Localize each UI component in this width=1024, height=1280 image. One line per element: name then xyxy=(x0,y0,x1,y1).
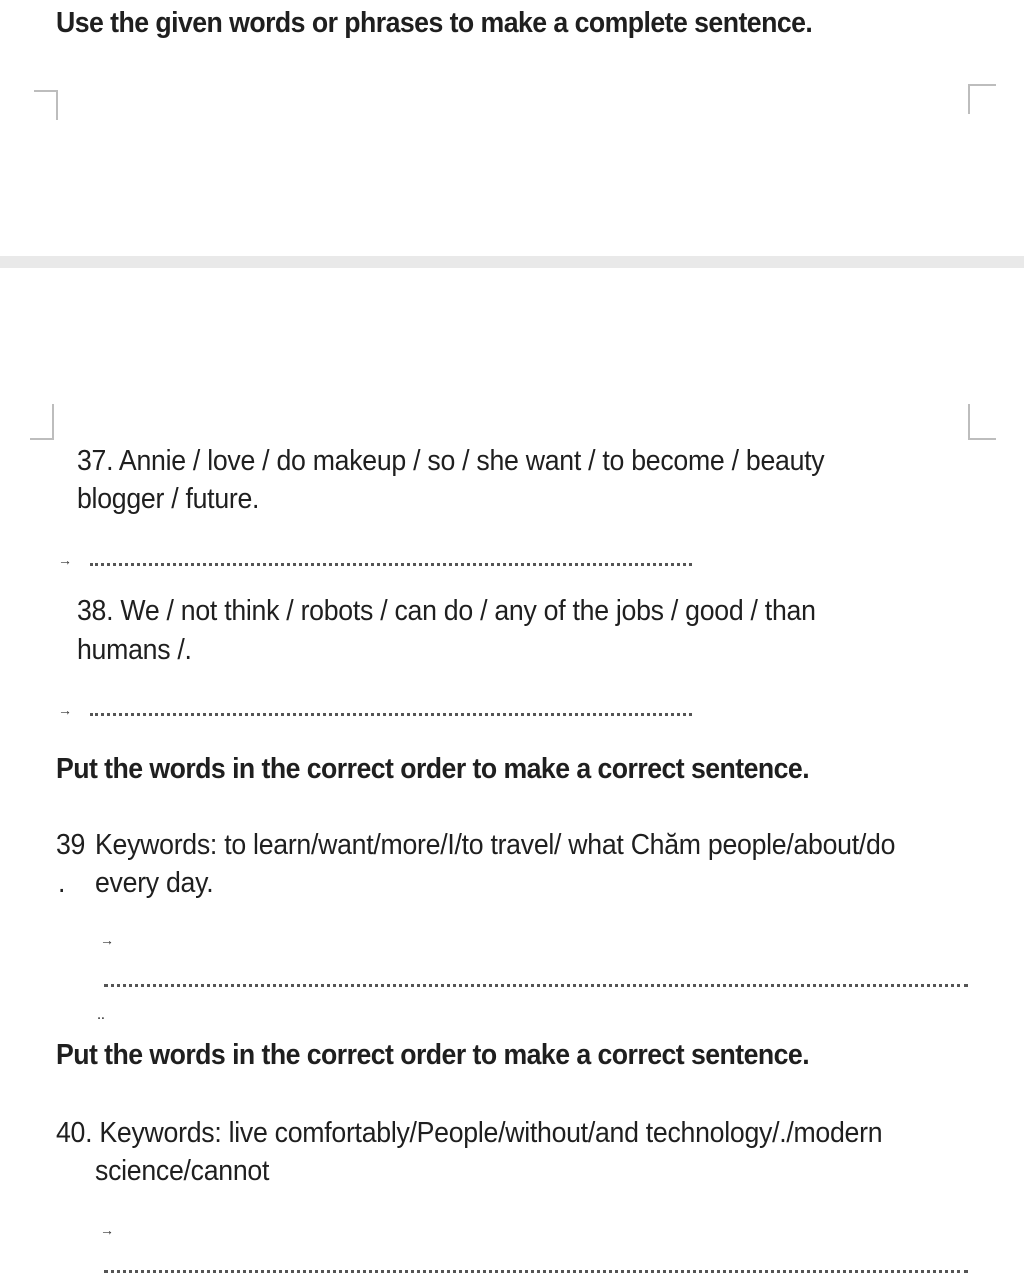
question-39-number: 39 xyxy=(56,829,86,861)
answer-line-40[interactable] xyxy=(100,1222,970,1242)
answer-line-38[interactable] xyxy=(58,702,698,722)
arrow-icon: → xyxy=(100,1222,114,1238)
instruction-heading: Put the words in the correct order to make a correct sentence. xyxy=(56,1039,810,1071)
instruction-heading: Put the words in the correct order to make a correct sentence. xyxy=(56,753,810,785)
question-39-line-1: Keywords: to learn/want/more/I/to travel/ what Chăm people/about/do xyxy=(95,829,896,861)
answer-line-37[interactable] xyxy=(58,552,698,572)
arrow-icon: → xyxy=(58,702,72,718)
question-37-line-2: blogger / future. xyxy=(77,483,260,515)
answer-line-39[interactable] xyxy=(100,932,970,952)
question-38-line-2: humans /. xyxy=(77,634,192,666)
question-38-line-1: 38. We / not think / robots / can do / any of the jobs / good / than xyxy=(77,595,816,627)
crop-mark-icon xyxy=(30,404,54,440)
dotted-line xyxy=(90,563,692,566)
dotted-line xyxy=(104,1270,968,1273)
crop-mark-icon xyxy=(34,90,58,120)
arrow-icon: → xyxy=(58,552,72,568)
question-40-line-1: 40. Keywords: live comfortably/People/without/and technology/./modern xyxy=(56,1117,883,1149)
crop-mark-icon xyxy=(968,84,996,114)
trailing-dots: .. xyxy=(97,1006,105,1023)
question-39-line-2: every day. xyxy=(95,867,214,899)
question-39-dot: . xyxy=(58,867,66,899)
arrow-icon: → xyxy=(100,932,114,948)
dotted-line xyxy=(90,713,692,716)
question-37-line-1: 37. Annie / love / do makeup / so / she want / to become / beauty xyxy=(77,445,825,477)
dotted-line xyxy=(104,984,968,987)
instruction-heading: Use the given words or phrases to make a complete sentence. xyxy=(56,7,813,39)
page-separator xyxy=(0,256,1024,268)
question-40-line-2: science/cannot xyxy=(95,1155,270,1187)
crop-mark-icon xyxy=(968,404,996,440)
